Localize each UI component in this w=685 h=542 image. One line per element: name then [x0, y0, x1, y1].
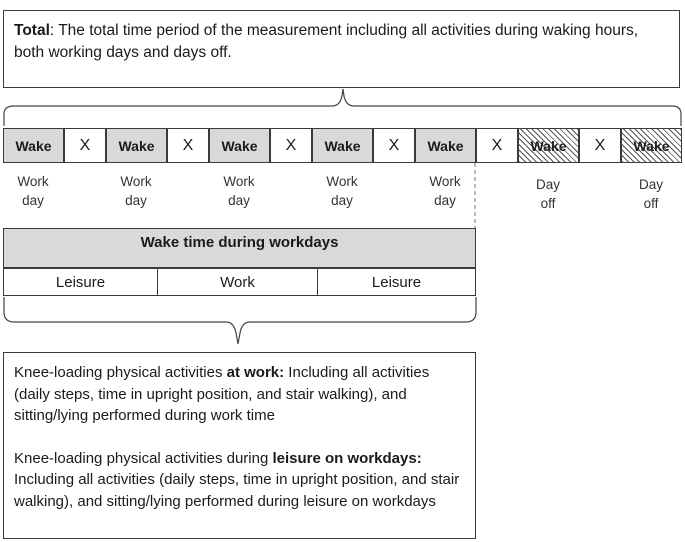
wake-cell: Wake: [415, 128, 476, 163]
bottom-brace: [4, 297, 476, 344]
wake-cell: Wake: [3, 128, 64, 163]
total-text: : The total time period of the measurement including all activities during waking hours, both working days and days off.: [14, 22, 639, 61]
sleep-cell: X: [64, 128, 106, 163]
sleep-cell: X: [476, 128, 518, 163]
day-label: Work day: [223, 174, 255, 208]
work-segment: Work: [157, 268, 318, 296]
leisure-segment: Leisure: [317, 268, 476, 296]
sleep-cell: X: [270, 128, 312, 163]
day-label: Work day: [326, 174, 358, 208]
day-off-wake-cell: Wake: [518, 128, 579, 163]
day-label: Day off: [638, 177, 663, 211]
day-label: Day off: [535, 177, 560, 211]
work-activity-text: Knee-loading physical activities at work: Including all activities (daily steps, time in upright position, and stair walking), and sitting/lying performed during work time: [14, 364, 430, 424]
top-brace: [4, 89, 681, 126]
wake-cell: Wake: [312, 128, 373, 163]
leisure-segment: Leisure: [3, 268, 158, 296]
activity-description-box: [3, 352, 476, 539]
day-label: Work day: [120, 174, 152, 208]
day-label: Work day: [429, 174, 461, 208]
workday-wake-bar: Wake time during workdays: [3, 228, 476, 268]
day-off-wake-cell: Wake: [621, 128, 682, 163]
sleep-cell: X: [373, 128, 415, 163]
day-label: Work day: [17, 174, 49, 208]
wake-cell: Wake: [209, 128, 270, 163]
sleep-cell: X: [167, 128, 209, 163]
leisure-activity-text: Knee-loading physical activities during leisure on workdays: Including all activities (daily steps, time in upright position, and stair walking), and sitting/lying performed during leisure on workdays: [14, 449, 460, 510]
sleep-cell: X: [579, 128, 621, 163]
total-label: Total: [14, 22, 50, 39]
wake-cell: Wake: [106, 128, 167, 163]
